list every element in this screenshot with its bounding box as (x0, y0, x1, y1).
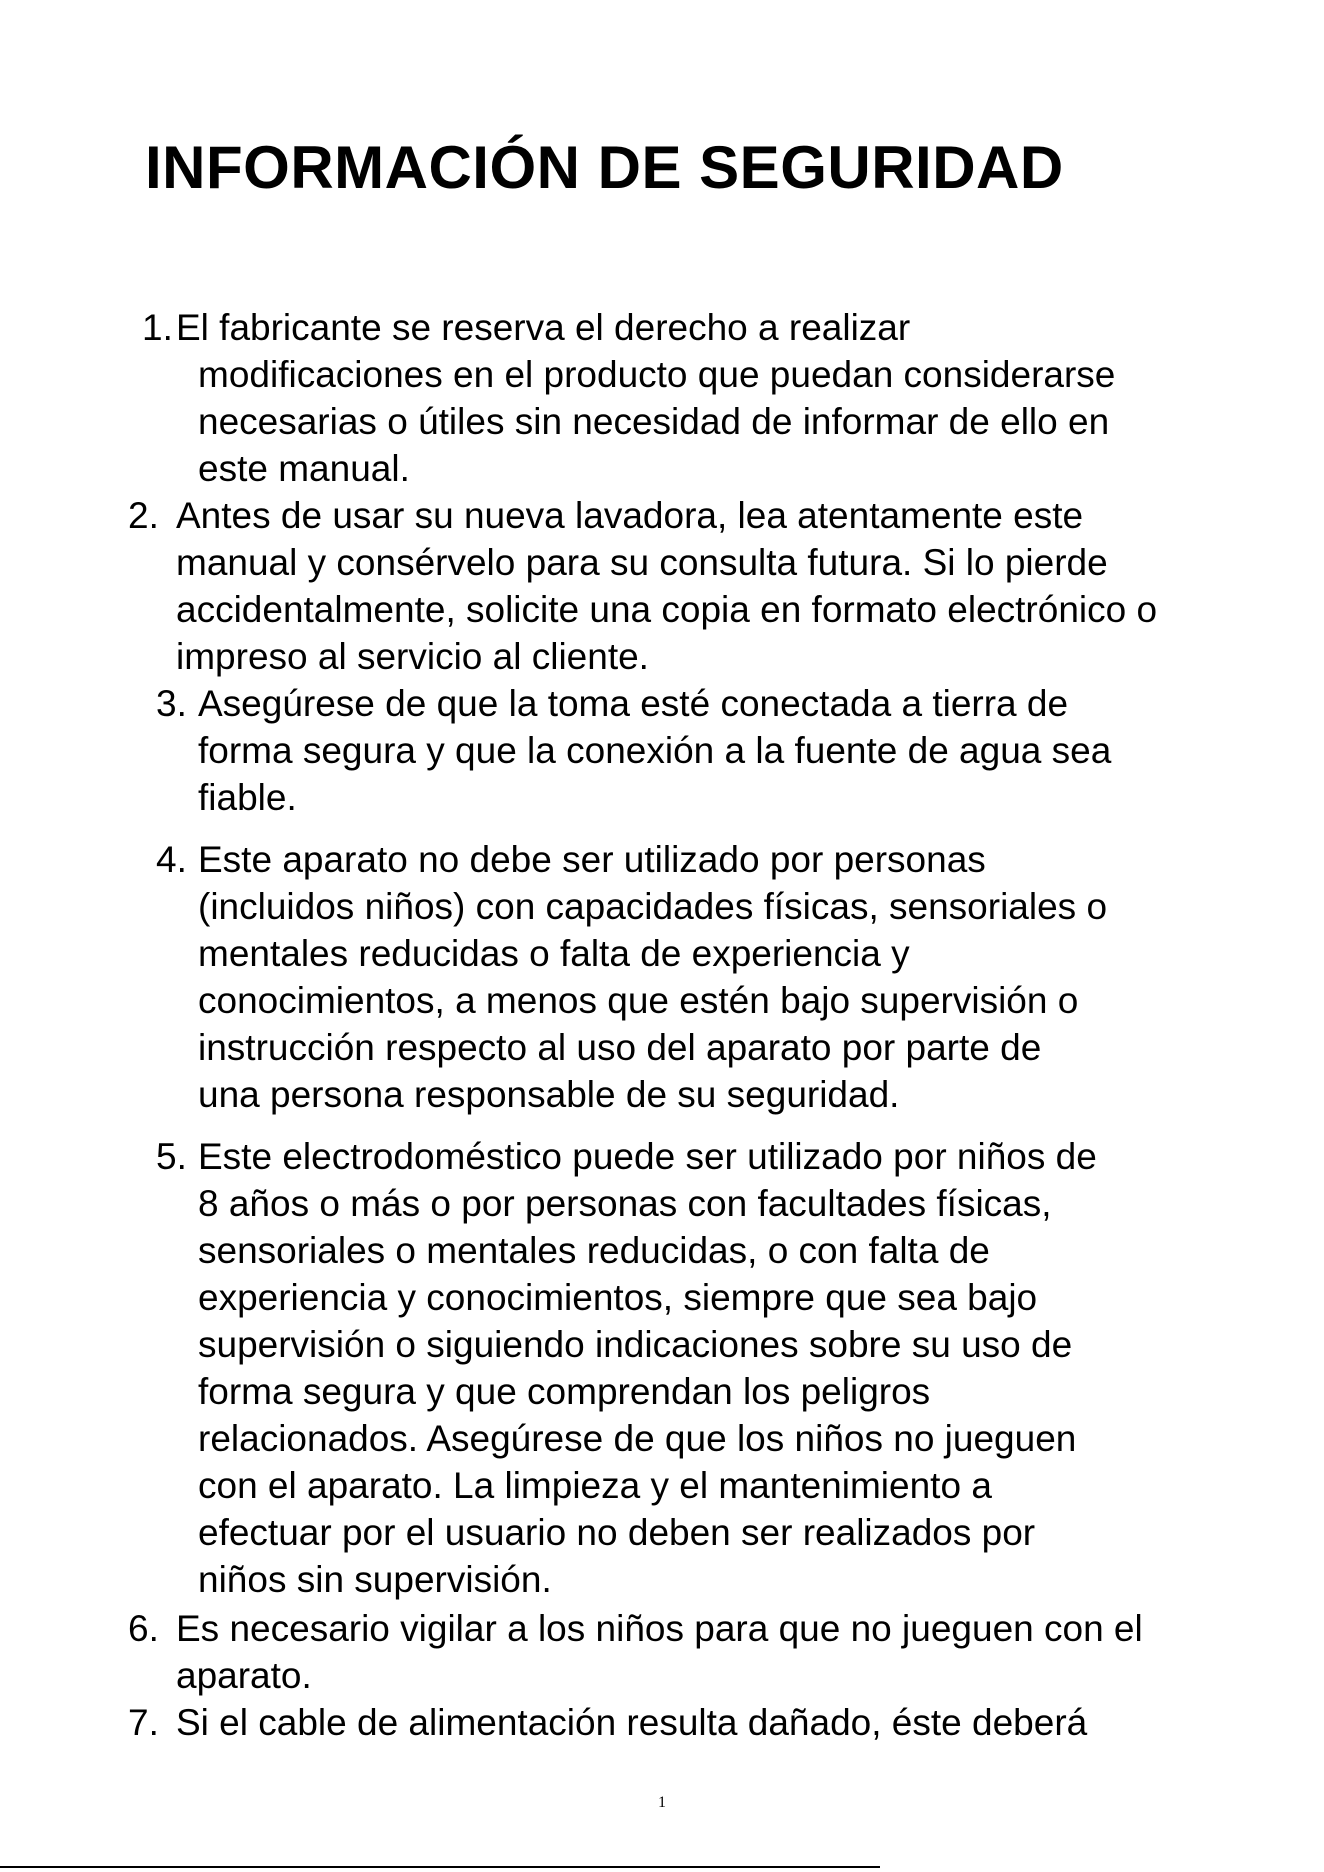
item-line: modificaciones en el producto que puedan considerarse (198, 354, 1116, 395)
item-line: forma segura y que la conexión a la fuente de agua sea (198, 730, 1112, 771)
item-number: 5. (156, 1136, 187, 1177)
item-line: Es necesario vigilar a los niños para que no jueguen con el (176, 1608, 1143, 1649)
list-item-3 (156, 680, 1111, 821)
item-line: (incluidos niños) con capacidades físicas, sensoriales o (198, 886, 1108, 927)
item-line: impreso al servicio al cliente. (176, 636, 649, 677)
item-line: sensoriales o mentales reducidas, o con falta de (198, 1230, 990, 1271)
item-line: manual y consérvelo para su consulta futura. Si lo pierde (176, 542, 1108, 583)
list-item-5 (156, 1133, 1097, 1603)
item-line: forma segura y que comprendan los peligros (198, 1371, 931, 1412)
item-line: supervisión o siguiendo indicaciones sobre su uso de (198, 1324, 1073, 1365)
list-item-7 (128, 1699, 1087, 1746)
item-number: 4. (156, 839, 187, 880)
item-number: 3. (156, 683, 187, 724)
list-item-1 (142, 304, 1115, 492)
item-line: relacionados. Asegúrese de que los niños no jueguen (198, 1418, 1077, 1459)
item-line: Asegúrese de que la toma esté conectada a tierra de (198, 683, 1069, 724)
list-item-4 (156, 836, 1107, 1118)
item-number: 1. (142, 307, 173, 348)
item-line: 8 años o más o por personas con facultades físicas, (198, 1183, 1052, 1224)
item-line: necesarias o útiles sin necesidad de informar de ello en (198, 401, 1110, 442)
item-number: 2. (128, 495, 159, 536)
item-number: 7. (128, 1702, 159, 1743)
item-line: instrucción respecto al uso del aparato por parte de (198, 1027, 1042, 1068)
item-line: este manual. (198, 448, 410, 489)
item-number: 6. (128, 1608, 159, 1649)
item-line: Antes de usar su nueva lavadora, lea atentamente este (176, 495, 1084, 536)
item-line: Si el cable de alimentación resulta dañado, éste deberá (176, 1702, 1088, 1743)
page-title: INFORMACIÓN DE SEGURIDAD (145, 134, 1064, 201)
item-line: Este electrodoméstico puede ser utilizado por niños de (198, 1136, 1097, 1177)
item-line: una persona responsable de su seguridad. (198, 1074, 900, 1115)
item-line: accidentalmente, solicite una copia en formato electrónico o (176, 589, 1158, 630)
item-line: fiable. (198, 777, 297, 818)
item-line: mentales reducidas o falta de experiencia y (198, 933, 910, 974)
item-line: Este aparato no debe ser utilizado por personas (198, 839, 986, 880)
list-item-6 (128, 1605, 1143, 1699)
item-line: conocimientos, a menos que estén bajo supervisión o (198, 980, 1079, 1021)
item-line: aparato. (176, 1655, 312, 1696)
item-line: El fabricante se reserva el derecho a realizar (176, 307, 911, 348)
page-number: 1 (658, 1794, 666, 1811)
list-item-2 (128, 492, 1157, 680)
item-line: niños sin supervisión. (198, 1559, 552, 1600)
item-line: con el aparato. La limpieza y el mantenimiento a (198, 1465, 992, 1506)
item-line: experiencia y conocimientos, siempre que sea bajo (198, 1277, 1038, 1318)
footer-rule (0, 1866, 880, 1868)
item-line: efectuar por el usuario no deben ser realizados por (198, 1512, 1036, 1553)
